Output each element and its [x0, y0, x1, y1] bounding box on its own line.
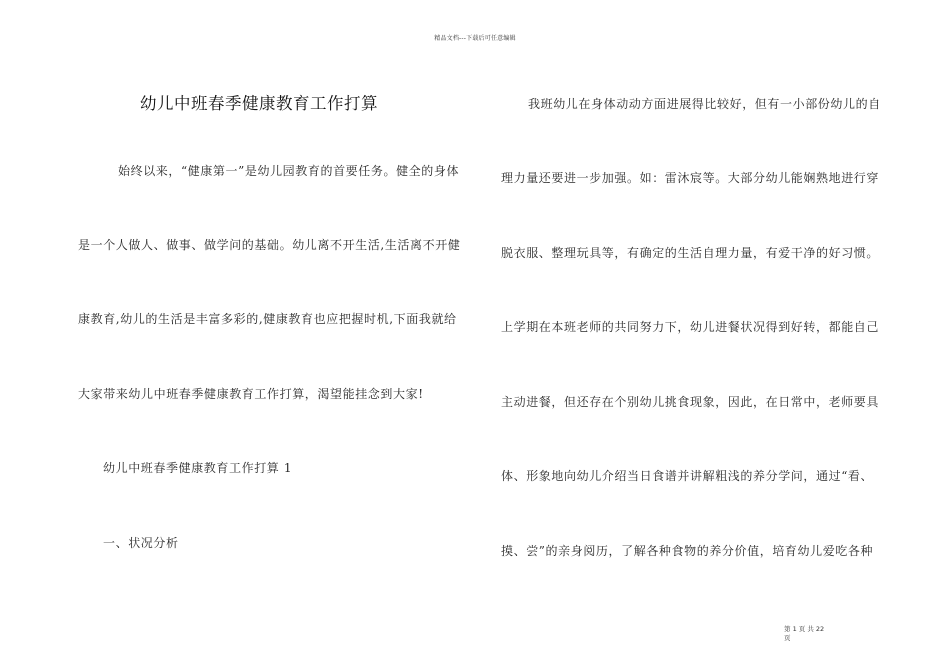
page-number [784, 625, 830, 643]
paragraph-line: 脱衣服、整理玩具等，有确定的生活自理力量，有爱干净的好习惯。 [501, 246, 880, 260]
paragraph-line: 我班幼儿在身体动动方面进展得比较好，但有一小部份幼儿的自 [528, 97, 881, 111]
paragraph-line: 是一个人做人、做事、做学问的基础。幼儿离不开生活,生活离不开健 [78, 238, 461, 252]
section-heading: 幼儿中班春季健康教育工作打算 1 [103, 461, 293, 475]
page-number-line: 页 [784, 634, 791, 642]
paragraph-line: 始终以来，“健康第一”是幼儿园教育的首要任务。健全的身体 [118, 164, 460, 178]
paragraph-line: 大家带来幼儿中班春季健康教育工作打算，渴望能挂念到大家! [78, 387, 424, 401]
paragraph-line: 康教育,幼儿的生活是丰富多彩的,健康教育也应把握时机,下面我就给 [78, 312, 457, 326]
paragraph-line: 体、形象地向幼儿介绍当日食谱并讲解粗浅的养分学问，通过“看、 [501, 469, 874, 483]
page-header-watermark: 精品文档---下载后可任意编辑 [434, 35, 516, 42]
paragraph-line: 主动进餐，但还存在个别幼儿挑食现象，因此，在日常中，老师要具 [501, 395, 880, 409]
paragraph-line: 摸、尝”的亲身阅历，了解各种食物的养分价值，培育幼儿爱吃各种 [501, 544, 874, 558]
paragraph-line: 上学期在本班老师的共同努力下，幼儿进餐状况得到好转，都能自己 [501, 320, 880, 334]
document-title: 幼儿中班春季健康教育工作打算 [140, 94, 378, 113]
paragraph-line: 理力量还要进一步加强。如：雷沐宸等。大部分幼儿能娴熟地进行穿 [501, 171, 880, 185]
page-number-line: 第 1 页 共 22 [784, 625, 825, 633]
subsection-heading: 一、状况分析 [103, 536, 179, 550]
